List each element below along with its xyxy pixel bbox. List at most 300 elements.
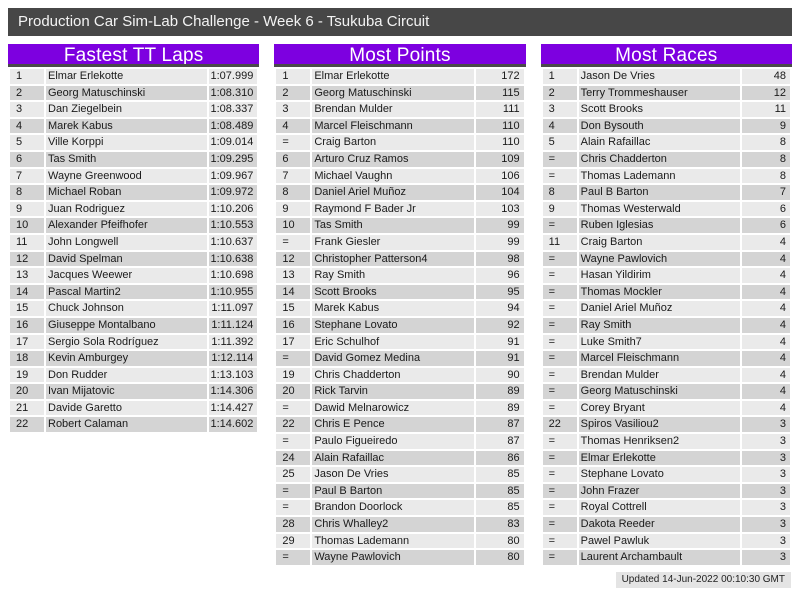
driver-name-cell: Thomas Henriksen2 xyxy=(579,434,740,449)
rank-cell: 25 xyxy=(276,467,310,482)
fastest-tt-laps-table xyxy=(8,67,259,434)
driver-name-cell: Thomas Lademann xyxy=(579,169,740,184)
rank-cell: 15 xyxy=(276,301,310,316)
rank-cell: 20 xyxy=(10,384,44,399)
table-row xyxy=(10,169,257,184)
rank-cell: 16 xyxy=(276,318,310,333)
driver-name-cell: Royal Cottrell xyxy=(579,500,740,515)
value-cell: 87 xyxy=(476,417,524,432)
value-cell: 99 xyxy=(476,218,524,233)
rank-cell: 16 xyxy=(10,318,44,333)
table-row xyxy=(10,384,257,399)
rank-cell: = xyxy=(276,434,310,449)
value-cell: 1:11.124 xyxy=(209,318,257,333)
rank-cell: 20 xyxy=(276,384,310,399)
table-row xyxy=(276,102,523,117)
table-row xyxy=(276,351,523,366)
value-cell: 1:09.972 xyxy=(209,185,257,200)
driver-name-cell: Paul B Barton xyxy=(312,484,473,499)
table-row xyxy=(276,185,523,200)
driver-name-cell: Pawel Pawluk xyxy=(579,534,740,549)
table-row xyxy=(276,484,523,499)
table-row xyxy=(276,218,523,233)
driver-name-cell: Ivan Mijatovic xyxy=(46,384,207,399)
value-cell: 91 xyxy=(476,351,524,366)
value-cell: 1:08.337 xyxy=(209,102,257,117)
panel-title-most-points: Most Points xyxy=(274,44,525,67)
driver-name-cell: Stephane Lovato xyxy=(579,467,740,482)
rank-cell: 7 xyxy=(10,169,44,184)
rank-cell: = xyxy=(543,517,577,532)
table-row xyxy=(543,301,790,316)
table-row xyxy=(543,517,790,532)
rank-cell: 8 xyxy=(543,185,577,200)
driver-name-cell: Brendan Mulder xyxy=(579,368,740,383)
table-row xyxy=(543,169,790,184)
value-cell: 95 xyxy=(476,285,524,300)
driver-name-cell: Thomas Westerwald xyxy=(579,202,740,217)
driver-name-cell: Alain Rafaillac xyxy=(579,135,740,150)
value-cell: 4 xyxy=(742,285,790,300)
value-cell: 89 xyxy=(476,384,524,399)
value-cell: 1:11.097 xyxy=(209,301,257,316)
driver-name-cell: Alain Rafaillac xyxy=(312,451,473,466)
rank-cell: 5 xyxy=(10,135,44,150)
driver-name-cell: Tas Smith xyxy=(312,218,473,233)
footer xyxy=(8,569,791,588)
rank-cell: = xyxy=(543,451,577,466)
table-row xyxy=(276,135,523,150)
value-cell: 1:10.955 xyxy=(209,285,257,300)
value-cell: 98 xyxy=(476,252,524,267)
driver-name-cell: Terry Trommeshauser xyxy=(579,86,740,101)
driver-name-cell: David Spelman xyxy=(46,252,207,267)
table-row xyxy=(543,500,790,515)
table-row xyxy=(543,384,790,399)
table-row xyxy=(543,368,790,383)
rank-cell: = xyxy=(543,252,577,267)
value-cell: 1:08.489 xyxy=(209,119,257,134)
table-row xyxy=(276,235,523,250)
value-cell: 4 xyxy=(742,318,790,333)
table-row xyxy=(276,467,523,482)
value-cell: 11 xyxy=(742,102,790,117)
value-cell: 6 xyxy=(742,202,790,217)
value-cell: 1:10.637 xyxy=(209,235,257,250)
value-cell: 1:10.698 xyxy=(209,268,257,283)
table-row xyxy=(10,135,257,150)
rank-cell: = xyxy=(543,152,577,167)
value-cell: 172 xyxy=(476,69,524,84)
table-row xyxy=(543,268,790,283)
driver-name-cell: Sergio Sola Rodríguez xyxy=(46,335,207,350)
table-row xyxy=(276,285,523,300)
rank-cell: 2 xyxy=(10,86,44,101)
value-cell: 8 xyxy=(742,169,790,184)
value-cell: 3 xyxy=(742,417,790,432)
table-row xyxy=(276,268,523,283)
table-row xyxy=(10,152,257,167)
driver-name-cell: Marcel Fleischmann xyxy=(579,351,740,366)
table-row xyxy=(543,69,790,84)
panel-most-races xyxy=(541,44,792,567)
table-row xyxy=(276,202,523,217)
rank-cell: 5 xyxy=(543,135,577,150)
value-cell: 103 xyxy=(476,202,524,217)
driver-name-cell: Jacques Weewer xyxy=(46,268,207,283)
rank-cell: 3 xyxy=(543,102,577,117)
table-row xyxy=(543,202,790,217)
value-cell: 111 xyxy=(476,102,524,117)
rank-cell: 4 xyxy=(276,119,310,134)
page-title: Production Car Sim-Lab Challenge - Week 6 - Tsukuba Circuit xyxy=(8,8,792,36)
driver-name-cell: John Frazer xyxy=(579,484,740,499)
rank-cell: 17 xyxy=(276,335,310,350)
table-row xyxy=(10,218,257,233)
rank-cell: = xyxy=(276,550,310,565)
rank-cell: 12 xyxy=(10,252,44,267)
rank-cell: 13 xyxy=(276,268,310,283)
driver-name-cell: Chris Chadderton xyxy=(579,152,740,167)
table-row xyxy=(276,384,523,399)
table-row xyxy=(543,185,790,200)
value-cell: 3 xyxy=(742,451,790,466)
value-cell: 4 xyxy=(742,335,790,350)
table-row xyxy=(276,550,523,565)
rank-cell: = xyxy=(543,351,577,366)
value-cell: 8 xyxy=(742,135,790,150)
table-row xyxy=(276,417,523,432)
rank-cell: 24 xyxy=(276,451,310,466)
rank-cell: = xyxy=(543,268,577,283)
driver-name-cell: Daniel Ariel Muñoz xyxy=(579,301,740,316)
rank-cell: = xyxy=(543,218,577,233)
value-cell: 1:12.114 xyxy=(209,351,257,366)
driver-name-cell: Craig Barton xyxy=(579,235,740,250)
table-row xyxy=(543,417,790,432)
rank-cell: = xyxy=(276,500,310,515)
value-cell: 1:10.553 xyxy=(209,218,257,233)
table-row xyxy=(10,69,257,84)
driver-name-cell: Arturo Cruz Ramos xyxy=(312,152,473,167)
driver-name-cell: Juan Rodriguez xyxy=(46,202,207,217)
table-row xyxy=(276,368,523,383)
driver-name-cell: Georg Matuschinski xyxy=(579,384,740,399)
driver-name-cell: Eric Schulhof xyxy=(312,335,473,350)
value-cell: 1:09.014 xyxy=(209,135,257,150)
value-cell: 83 xyxy=(476,517,524,532)
value-cell: 106 xyxy=(476,169,524,184)
table-row xyxy=(543,467,790,482)
value-cell: 3 xyxy=(742,484,790,499)
driver-name-cell: Marek Kabus xyxy=(46,119,207,134)
rank-cell: = xyxy=(276,401,310,416)
rank-cell: 9 xyxy=(10,202,44,217)
value-cell: 104 xyxy=(476,185,524,200)
rank-cell: 3 xyxy=(10,102,44,117)
driver-name-cell: Brandon Doorlock xyxy=(312,500,473,515)
value-cell: 4 xyxy=(742,301,790,316)
rank-cell: 9 xyxy=(276,202,310,217)
value-cell: 87 xyxy=(476,434,524,449)
rank-cell: = xyxy=(543,335,577,350)
driver-name-cell: Spiros Vasiliou2 xyxy=(579,417,740,432)
value-cell: 6 xyxy=(742,218,790,233)
driver-name-cell: Scott Brooks xyxy=(312,285,473,300)
value-cell: 115 xyxy=(476,86,524,101)
value-cell: 90 xyxy=(476,368,524,383)
value-cell: 91 xyxy=(476,335,524,350)
driver-name-cell: Craig Barton xyxy=(312,135,473,150)
driver-name-cell: Stephane Lovato xyxy=(312,318,473,333)
value-cell: 1:11.392 xyxy=(209,335,257,350)
rank-cell: 11 xyxy=(10,235,44,250)
value-cell: 8 xyxy=(742,152,790,167)
driver-name-cell: Scott Brooks xyxy=(579,102,740,117)
table-row xyxy=(543,451,790,466)
value-cell: 3 xyxy=(742,434,790,449)
driver-name-cell: Alexander Pfeifhofer xyxy=(46,218,207,233)
driver-name-cell: Ville Korppi xyxy=(46,135,207,150)
table-row xyxy=(543,401,790,416)
table-row xyxy=(543,102,790,117)
value-cell: 96 xyxy=(476,268,524,283)
driver-name-cell: Elmar Erlekotte xyxy=(312,69,473,84)
table-row xyxy=(543,484,790,499)
table-row xyxy=(543,351,790,366)
driver-name-cell: Georg Matuschinski xyxy=(312,86,473,101)
value-cell: 1:07.999 xyxy=(209,69,257,84)
table-row xyxy=(10,401,257,416)
most-races-table xyxy=(541,67,792,567)
value-cell: 85 xyxy=(476,467,524,482)
rank-cell: = xyxy=(276,135,310,150)
driver-name-cell: Brendan Mulder xyxy=(312,102,473,117)
driver-name-cell: Christopher Patterson4 xyxy=(312,252,473,267)
table-row xyxy=(276,401,523,416)
rank-cell: = xyxy=(276,351,310,366)
value-cell: 4 xyxy=(742,252,790,267)
value-cell: 80 xyxy=(476,550,524,565)
driver-name-cell: Elmar Erlekotte xyxy=(579,451,740,466)
value-cell: 3 xyxy=(742,534,790,549)
rank-cell: = xyxy=(543,534,577,549)
value-cell: 1:14.602 xyxy=(209,417,257,432)
table-row xyxy=(10,318,257,333)
driver-name-cell: Thomas Lademann xyxy=(312,534,473,549)
rank-cell: 9 xyxy=(543,202,577,217)
table-row xyxy=(543,335,790,350)
table-row xyxy=(10,202,257,217)
updated-timestamp: Updated 14-Jun-2022 00:10:30 GMT xyxy=(616,572,791,588)
most-points-table xyxy=(274,67,525,567)
table-row xyxy=(543,152,790,167)
table-row xyxy=(543,534,790,549)
driver-name-cell: Ray Smith xyxy=(312,268,473,283)
table-row xyxy=(276,318,523,333)
rank-cell: 3 xyxy=(276,102,310,117)
value-cell: 80 xyxy=(476,534,524,549)
value-cell: 1:14.427 xyxy=(209,401,257,416)
rank-cell: 7 xyxy=(276,169,310,184)
value-cell: 4 xyxy=(742,268,790,283)
driver-name-cell: Jason De Vries xyxy=(312,467,473,482)
table-row xyxy=(543,86,790,101)
table-row xyxy=(543,285,790,300)
driver-name-cell: Dakota Reeder xyxy=(579,517,740,532)
value-cell: 3 xyxy=(742,517,790,532)
driver-name-cell: John Longwell xyxy=(46,235,207,250)
rank-cell: 1 xyxy=(543,69,577,84)
table-row xyxy=(276,86,523,101)
value-cell: 109 xyxy=(476,152,524,167)
rank-cell: = xyxy=(543,384,577,399)
rank-cell: 19 xyxy=(10,368,44,383)
driver-name-cell: Giuseppe Montalbano xyxy=(46,318,207,333)
driver-name-cell: Chris Whalley2 xyxy=(312,517,473,532)
rank-cell: = xyxy=(543,550,577,565)
rank-cell: 12 xyxy=(276,252,310,267)
rank-cell: 1 xyxy=(10,69,44,84)
value-cell: 7 xyxy=(742,185,790,200)
value-cell: 92 xyxy=(476,318,524,333)
table-row xyxy=(10,285,257,300)
driver-name-cell: Hasan Yildirim xyxy=(579,268,740,283)
table-row xyxy=(276,69,523,84)
rank-cell: = xyxy=(543,434,577,449)
rank-cell: = xyxy=(543,169,577,184)
value-cell: 85 xyxy=(476,500,524,515)
value-cell: 4 xyxy=(742,235,790,250)
driver-name-cell: Chuck Johnson xyxy=(46,301,207,316)
panel-fastest-tt-laps xyxy=(8,44,259,434)
rank-cell: 28 xyxy=(276,517,310,532)
rank-cell: 21 xyxy=(10,401,44,416)
driver-name-cell: Marek Kabus xyxy=(312,301,473,316)
panel-title-most-races: Most Races xyxy=(541,44,792,67)
panel-most-points xyxy=(274,44,525,567)
rank-cell: = xyxy=(543,484,577,499)
rank-cell: 17 xyxy=(10,335,44,350)
value-cell: 9 xyxy=(742,119,790,134)
table-row xyxy=(10,268,257,283)
table-row xyxy=(276,169,523,184)
rank-cell: = xyxy=(543,467,577,482)
rank-cell: 10 xyxy=(276,218,310,233)
driver-name-cell: Raymond F Bader Jr xyxy=(312,202,473,217)
driver-name-cell: Michael Vaughn xyxy=(312,169,473,184)
rank-cell: 22 xyxy=(276,417,310,432)
table-row xyxy=(10,368,257,383)
value-cell: 48 xyxy=(742,69,790,84)
table-row xyxy=(10,235,257,250)
driver-name-cell: Paul B Barton xyxy=(579,185,740,200)
driver-name-cell: Dawid Melnarowicz xyxy=(312,401,473,416)
value-cell: 4 xyxy=(742,368,790,383)
value-cell: 85 xyxy=(476,484,524,499)
rank-cell: 22 xyxy=(543,417,577,432)
driver-name-cell: Laurent Archambault xyxy=(579,550,740,565)
value-cell: 3 xyxy=(742,500,790,515)
value-cell: 3 xyxy=(742,550,790,565)
value-cell: 4 xyxy=(742,401,790,416)
table-row xyxy=(10,417,257,432)
driver-name-cell: Thomas Mockler xyxy=(579,285,740,300)
driver-name-cell: Michael Roban xyxy=(46,185,207,200)
driver-name-cell: David Gomez Medina xyxy=(312,351,473,366)
value-cell: 1:09.295 xyxy=(209,152,257,167)
table-row xyxy=(276,451,523,466)
rank-cell: 8 xyxy=(276,185,310,200)
table-row xyxy=(543,252,790,267)
rank-cell: 6 xyxy=(276,152,310,167)
table-row xyxy=(276,500,523,515)
table-row xyxy=(276,252,523,267)
rank-cell: 13 xyxy=(10,268,44,283)
table-row xyxy=(543,218,790,233)
value-cell: 1:10.206 xyxy=(209,202,257,217)
value-cell: 3 xyxy=(742,467,790,482)
value-cell: 86 xyxy=(476,451,524,466)
table-row xyxy=(276,335,523,350)
rank-cell: = xyxy=(543,318,577,333)
driver-name-cell: Georg Matuschinski xyxy=(46,86,207,101)
rank-cell: = xyxy=(543,301,577,316)
table-row xyxy=(10,252,257,267)
table-row xyxy=(276,534,523,549)
driver-name-cell: Wayne Greenwood xyxy=(46,169,207,184)
value-cell: 1:14.306 xyxy=(209,384,257,399)
table-row xyxy=(276,152,523,167)
table-row xyxy=(10,86,257,101)
driver-name-cell: Marcel Fleischmann xyxy=(312,119,473,134)
rank-cell: 6 xyxy=(10,152,44,167)
driver-name-cell: Wayne Pawlovich xyxy=(312,550,473,565)
table-row xyxy=(276,517,523,532)
leaderboards-container xyxy=(8,44,792,567)
value-cell: 110 xyxy=(476,119,524,134)
driver-name-cell: Elmar Erlekotte xyxy=(46,69,207,84)
driver-name-cell: Frank Giesler xyxy=(312,235,473,250)
rank-cell: = xyxy=(276,484,310,499)
rank-cell: 10 xyxy=(10,218,44,233)
rank-cell: = xyxy=(543,500,577,515)
driver-name-cell: Ruben Iglesias xyxy=(579,218,740,233)
table-row xyxy=(10,351,257,366)
driver-name-cell: Ray Smith xyxy=(579,318,740,333)
table-row xyxy=(543,119,790,134)
value-cell: 94 xyxy=(476,301,524,316)
value-cell: 1:08.310 xyxy=(209,86,257,101)
driver-name-cell: Dan Ziegelbein xyxy=(46,102,207,117)
driver-name-cell: Don Bysouth xyxy=(579,119,740,134)
rank-cell: 1 xyxy=(276,69,310,84)
rank-cell: = xyxy=(276,235,310,250)
driver-name-cell: Corey Bryant xyxy=(579,401,740,416)
table-row xyxy=(543,434,790,449)
rank-cell: 11 xyxy=(543,235,577,250)
value-cell: 4 xyxy=(742,351,790,366)
rank-cell: = xyxy=(543,368,577,383)
driver-name-cell: Jason De Vries xyxy=(579,69,740,84)
rank-cell: 19 xyxy=(276,368,310,383)
table-row xyxy=(543,135,790,150)
value-cell: 1:10.638 xyxy=(209,252,257,267)
driver-name-cell: Rick Tarvin xyxy=(312,384,473,399)
value-cell: 4 xyxy=(742,384,790,399)
value-cell: 110 xyxy=(476,135,524,150)
driver-name-cell: Pascal Martin2 xyxy=(46,285,207,300)
